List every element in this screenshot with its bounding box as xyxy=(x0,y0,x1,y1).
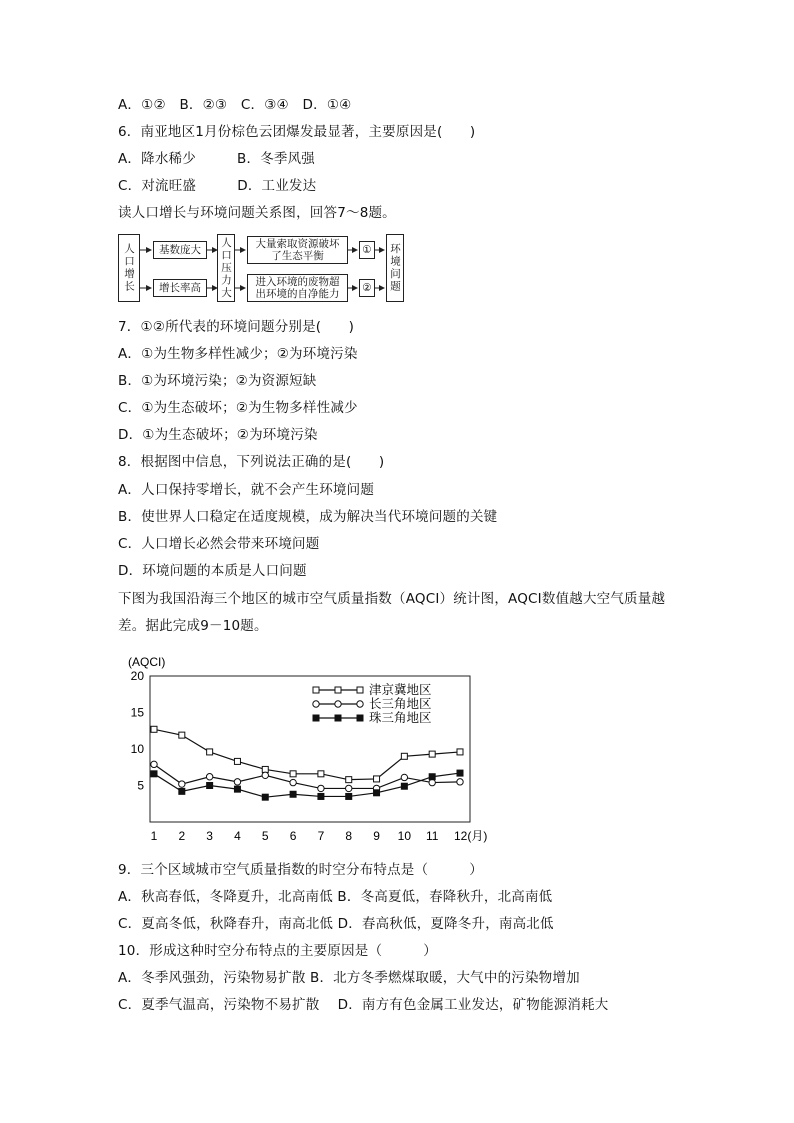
data-point xyxy=(346,793,352,799)
data-point xyxy=(374,776,380,782)
x-tick-label: 8 xyxy=(345,829,353,843)
x-tick-label: 7 xyxy=(317,829,325,843)
data-point xyxy=(290,771,296,777)
data-point xyxy=(151,761,157,767)
legend-marker xyxy=(335,715,341,721)
marker-1-box: ① xyxy=(359,241,375,259)
question-6-stem: 6．南亚地区1月份棕色云团爆发最显著，主要原因是( ) xyxy=(118,124,476,140)
population-environment-diagram xyxy=(118,234,408,304)
legend-label: 津京冀地区 xyxy=(369,682,432,697)
legend-marker xyxy=(313,687,319,693)
data-point xyxy=(457,770,463,776)
data-point xyxy=(151,726,157,732)
y-tick-label: 20 xyxy=(130,669,144,683)
data-point xyxy=(318,793,324,799)
x-tick-label: 4 xyxy=(234,829,241,843)
question-6-options-row2: C．对流旺盛 D．工业发达 xyxy=(118,178,317,194)
question-8-option-b: B．使世界人口稳定在适度规模，成为解决当代环境问题的关键 xyxy=(118,509,498,525)
intro-7-8: 读人口增长与环境问题关系图，回答7～8题。 xyxy=(118,205,396,221)
question-7-option-c: C．①为生态破坏；②为生物多样性减少 xyxy=(118,400,358,416)
data-point xyxy=(207,783,213,789)
x-tick-label: 2 xyxy=(178,829,186,843)
question-6-options-row1: A．降水稀少 B．冬季风强 xyxy=(118,151,315,167)
x-tick-label: 6 xyxy=(289,829,297,843)
aqci-chart-svg xyxy=(118,646,518,851)
data-point xyxy=(318,771,324,777)
data-point xyxy=(457,749,463,755)
data-point xyxy=(207,749,213,755)
data-point xyxy=(179,732,185,738)
data-point xyxy=(401,774,407,780)
y-tick-label: 5 xyxy=(137,778,144,793)
legend-marker xyxy=(357,701,363,707)
intro-9-10-line1: 下图为我国沿海三个地区的城市空气质量指数（AQCI）统计图，AQCI数值越大空气质量越 xyxy=(118,591,666,607)
y-tick-label: 15 xyxy=(130,705,144,720)
aqci-chart xyxy=(118,646,518,851)
data-point xyxy=(346,785,352,791)
x-tick-label: 1 xyxy=(150,829,158,843)
question-9-stem: 9．三个区域城市空气质量指数的时空分布特点是（ ） xyxy=(118,862,483,878)
data-point xyxy=(401,753,407,759)
data-point xyxy=(234,779,240,785)
data-point xyxy=(179,788,185,794)
environment-problem-box: 环境问题 xyxy=(386,234,404,302)
x-tick-label: 12(月) xyxy=(454,829,488,843)
question-7-stem: 7．①②所代表的环境问题分别是( ) xyxy=(118,319,355,335)
legend-marker xyxy=(357,715,363,721)
resource-depletion-box: 大量索取资源破坏了生态平衡 xyxy=(247,236,348,264)
data-point xyxy=(262,766,268,772)
high-rate-box: 增长率高 xyxy=(153,279,207,297)
question-10-stem: 10．形成这种时空分布特点的主要原因是（ ） xyxy=(118,943,437,959)
question-7-option-b: B．①为环境污染；②为资源短缺 xyxy=(118,373,317,389)
legend-marker xyxy=(335,701,341,707)
question-7-option-a: A．①为生物多样性减少；②为环境污染 xyxy=(118,346,358,362)
question-8-option-d: D．环境问题的本质是人口问题 xyxy=(118,563,307,579)
y-axis-label: (AQCI) xyxy=(128,655,166,669)
legend-label: 珠三角地区 xyxy=(369,710,432,725)
marker-2-box: ② xyxy=(359,279,375,297)
series-line-0 xyxy=(154,729,460,779)
x-tick-label: 5 xyxy=(261,829,269,843)
question-5-options: A．①② B．②③ C．③④ D．①④ xyxy=(118,97,352,113)
data-point xyxy=(234,758,240,764)
population-growth-box: 人口增长 xyxy=(118,234,140,302)
question-10-options-row1: A．冬季风强劲，污染物易扩散 B．北方冬季燃煤取暖，大气中的污染物增加 xyxy=(118,970,580,986)
data-point xyxy=(429,774,435,780)
x-tick-label: 9 xyxy=(373,829,380,843)
data-point xyxy=(290,779,296,785)
data-point xyxy=(457,779,463,785)
data-point xyxy=(206,774,212,780)
intro-9-10-line2: 差。据此完成9－10题。 xyxy=(118,618,268,634)
data-point xyxy=(346,777,352,783)
waste-overload-box: 进入环境的废物超出环境的自净能力 xyxy=(247,274,348,302)
question-9-options-row1: A．秋高春低，冬降夏升，北高南低 B．冬高夏低，春降秋升，北高南低 xyxy=(118,889,553,905)
x-tick-label: 11 xyxy=(425,829,439,843)
legend-marker xyxy=(313,715,319,721)
question-9-options-row2: C．夏高冬低，秋降春升，南高北低 D．春高秋低，夏降冬升，南高北低 xyxy=(118,916,554,932)
population-pressure-box: 人口压力大 xyxy=(217,234,235,302)
legend-marker xyxy=(335,687,341,693)
y-tick-label: 10 xyxy=(130,742,144,756)
data-point xyxy=(401,783,407,789)
data-point xyxy=(179,781,185,787)
data-point xyxy=(151,771,157,777)
legend-label: 长三角地区 xyxy=(369,696,432,711)
data-point xyxy=(429,779,435,785)
data-point xyxy=(234,786,240,792)
question-7-option-d: D．①为生态破坏；②为环境污染 xyxy=(118,427,318,443)
question-8-option-c: C．人口增长必然会带来环境问题 xyxy=(118,536,320,552)
series-line-1 xyxy=(154,764,460,788)
data-point xyxy=(429,751,435,757)
large-base-box: 基数庞大 xyxy=(153,241,207,259)
question-10-options-row2: C．夏季气温高，污染物不易扩散 D．南方有色金属工业发达，矿物能源消耗大 xyxy=(118,997,609,1013)
x-tick-label: 3 xyxy=(206,829,213,843)
data-point xyxy=(290,791,296,797)
data-point xyxy=(318,785,324,791)
question-8-stem: 8．根据图中信息，下列说法正确的是( ) xyxy=(118,454,385,470)
legend-marker xyxy=(313,701,319,707)
legend-marker xyxy=(357,687,363,693)
x-tick-label: 10 xyxy=(397,829,412,843)
data-point xyxy=(262,772,268,778)
data-point xyxy=(262,794,268,800)
question-8-option-a: A．人口保持零增长，就不会产生环境问题 xyxy=(118,482,375,498)
data-point xyxy=(374,790,380,796)
